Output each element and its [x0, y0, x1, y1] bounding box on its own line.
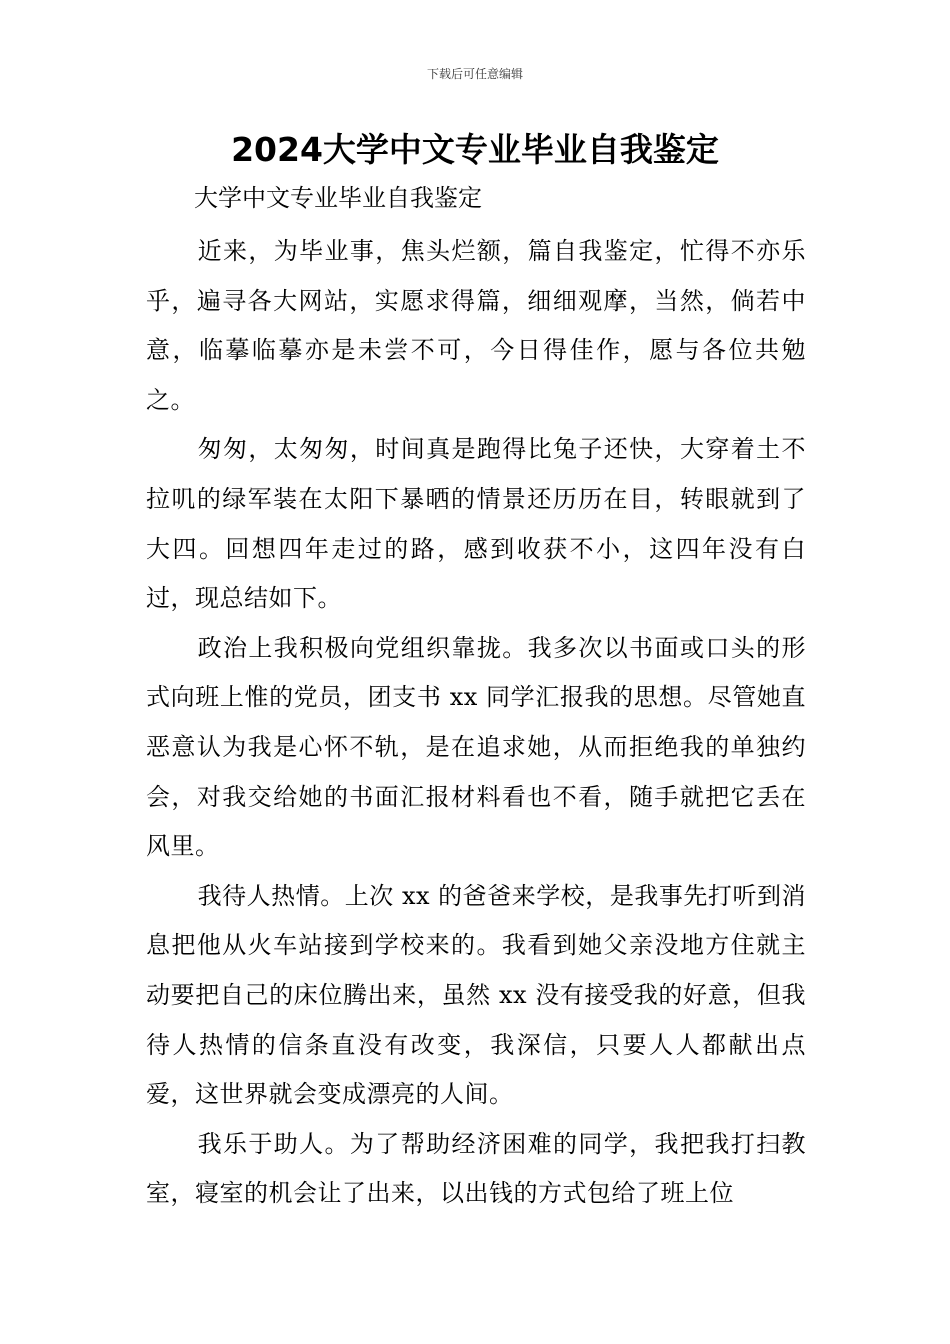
- paragraph-intro: 近来，为毕业事，焦头烂额，篇自我鉴定，忙得不亦乐乎，遍寻各大网站，实愿求得篇，细细观摩，当然，倘若中意，临摹临摹亦是未尝不可，今日得佳作，愿与各位共勉之。: [146, 237, 806, 414]
- document-body: [146, 227, 806, 1219]
- paragraph-helping: 我乐于助人。为了帮助经济困难的同学，我把我打扫教室，寝室的机会让了出来，以出钱的方式包给了班上位: [146, 1129, 806, 1208]
- paragraph-warmth: 我待人热情。上次 xx 的爸爸来学校，是我事先打听到消息把他从火车站接到学校来的。我看到她父亲没地方住就主动要把自己的床位腾出来，虽然 xx 没有接受我的好意，但我待人热情的信条直没有改变，我深信，只要人人都献出点爱，这世界就会变成漂亮的人间。: [146, 881, 806, 1109]
- paragraph-time-passing: 匆匆，太匆匆，时间真是跑得比兔子还快，大穿着土不拉叽的绿军装在太阳下暴晒的情景还历历在目，转眼就到了大四。回想四年走过的路，感到收获不小，这四年没有白过，现总结如下。: [146, 435, 806, 613]
- paragraph-politics: 政治上我积极向党组织靠拢。我多次以书面或口头的形式向班上惟的党员，团支书 xx 同学汇报我的思想。尽管她直恶意认为我是心怀不轨，是在追求她，从而拒绝我的单独约会，对我交给她的书面汇报材料看也不看，随手就把它丢在风里。: [146, 633, 806, 861]
- document-title: 2024大学中文专业毕业自我鉴定: [231, 130, 719, 169]
- document-subtitle: 大学中文专业毕业自我鉴定: [194, 184, 482, 212]
- header-note: 下载后可任意编辑: [426, 67, 523, 81]
